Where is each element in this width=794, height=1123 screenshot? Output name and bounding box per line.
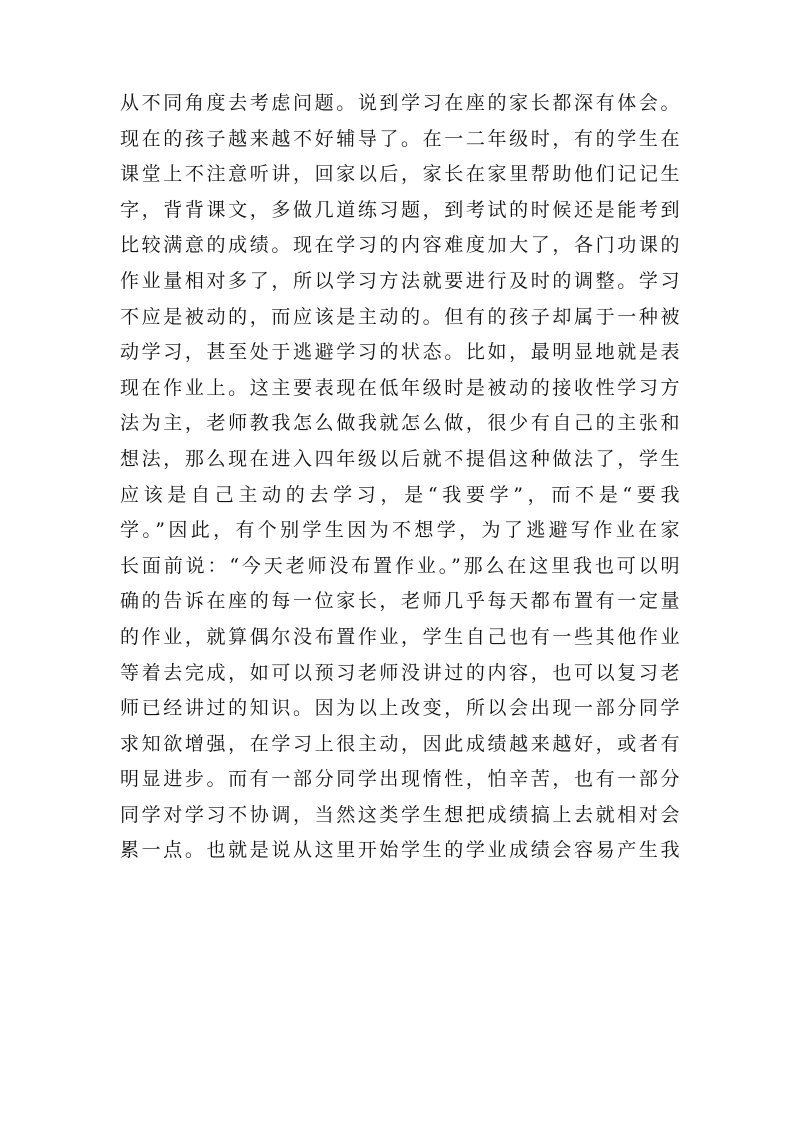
- text-line: 比较满意的成绩。现在学习的内容难度加大了，各门功课的: [120, 234, 680, 257]
- text-line: 的作业，就算偶尔没布置作业，学生自己也有一些其他作业: [120, 625, 680, 648]
- text-line: 同学对学习不协调，当然这类学生想把成绩搞上去就相对会: [120, 803, 680, 826]
- text-line: 累一点。也就是说从这里开始学生的学业成绩会容易产生我: [120, 839, 680, 862]
- text-line: 法为主，老师教我怎么做我就怎么做，很少有自己的主张和: [120, 412, 680, 435]
- text-line: 想法，那么现在进入四年级以后就不提倡这种做法了，学生: [120, 447, 680, 470]
- text-line: 现在的孩子越来越不好辅导了。在一二年级时，有的学生在: [120, 127, 680, 150]
- body-text: [120, 86, 680, 869]
- text-line: 确的告诉在座的每一位家长，老师几乎每天都布置有一定量: [120, 590, 680, 613]
- text-line: 师已经讲过的知识。因为以上改变，所以会出现一部分同学: [120, 697, 680, 720]
- text-line: 现在作业上。这主要表现在低年级时是被动的接收性学习方: [120, 376, 680, 399]
- text-line: 从不同角度去考虑问题。说到学习在座的家长都深有体会。: [120, 92, 680, 114]
- text-line: 等着去完成，如可以预习老师没讲过的内容，也可以复习老: [120, 661, 680, 684]
- text-line: 课堂上不注意听讲，回家以后，家长在家里帮助他们记记生: [120, 163, 680, 186]
- text-line: 作业量相对多了，所以学习方法就要进行及时的调整。学习: [120, 269, 680, 292]
- text-line: 明显进步。而有一部分同学出现惰性，怕辛苦，也有一部分: [120, 768, 680, 791]
- text-line: 求知欲增强，在学习上很主动，因此成绩越来越好，或者有: [120, 732, 680, 755]
- text-line: 长面前说：“今天老师没布置作业。”那么在这里我也可以明: [120, 554, 680, 577]
- text-line: 动学习，甚至处于逃避学习的状态。比如，最明显地就是表: [120, 341, 680, 364]
- text-line: 字，背背课文，多做几道练习题，到考试的时候还是能考到: [120, 198, 680, 221]
- text-line: 应该是自己主动的去学习，是“我要学”，而不是“要我: [120, 483, 680, 506]
- text-line: 学。”因此，有个别学生因为不想学，为了逃避写作业在家: [120, 519, 680, 542]
- text-line: 不应是被动的，而应该是主动的。但有的孩子却属于一种被: [120, 305, 680, 328]
